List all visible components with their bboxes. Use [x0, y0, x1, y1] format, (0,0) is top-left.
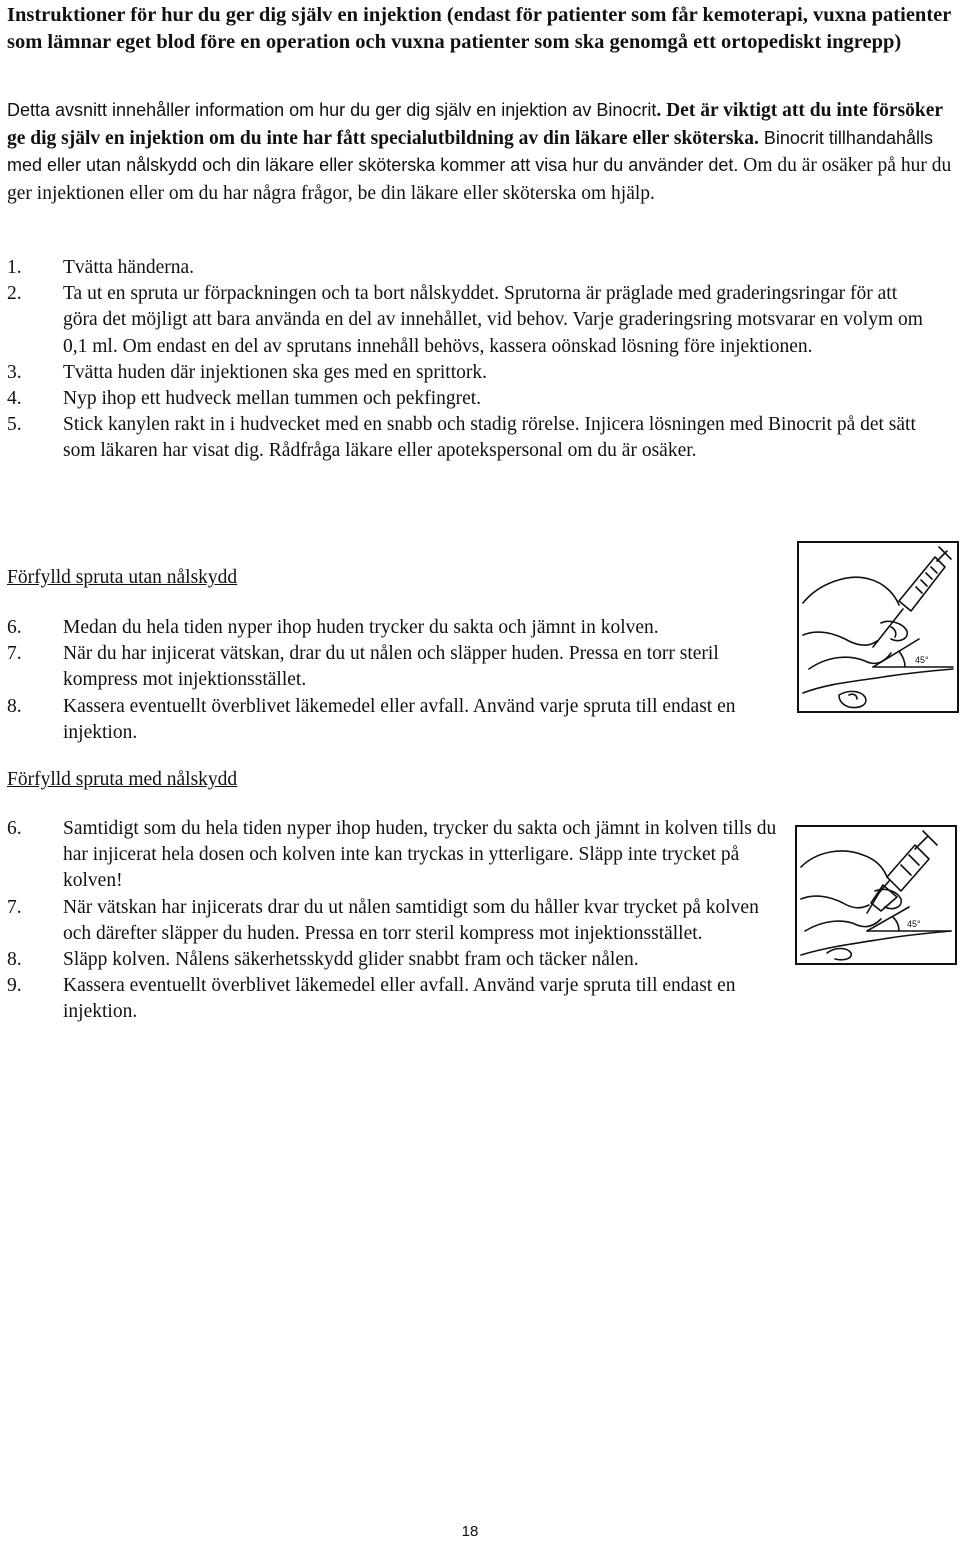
general-steps-list [7, 255, 927, 465]
injection-illustration-with-guard [795, 825, 957, 965]
section-title-without-guard: Förfylld spruta utan nålskydd [7, 567, 238, 588]
step-text: Släpp kolven. Nålens säkerhetsskydd glider snabbt fram och täcker nålen. [63, 949, 639, 971]
figure-angle-label: 45° [915, 655, 929, 665]
page-number: 18 [461, 1523, 479, 1540]
step-text: När du har injicerat vätskan, drar du ut nålen och släpper huden. Pressa en torr steril kompress mot injektionsstället. [63, 643, 719, 691]
list-item [7, 947, 787, 973]
page-heading: Instruktioner för hur du ger dig själv en injektion (endast för patienter som får kemoterapi, vuxna patienter som lämnar eget blod före en operation och vuxna patienter som ska genomgå ett ortopediskt ingrepp) [7, 4, 951, 53]
list-item [7, 694, 767, 746]
list-item [7, 973, 787, 1025]
step-text: Kassera eventuellt överblivet läkemedel eller avfall. Använd varje spruta till endast en injektion. [63, 975, 736, 1023]
step-number: 5. [7, 414, 22, 436]
step-number: 2. [7, 283, 22, 305]
intro-part1: Detta avsnitt innehåller information om hur du ger dig själv en injektion av Binocrit [7, 100, 657, 120]
step-number: 9. [7, 975, 22, 997]
step-number: 4. [7, 388, 22, 410]
step-text: Ta ut en spruta ur förpackningen och ta bort nålskyddet. Sprutorna är präglade med graderingsringar för att göra det möjligt att bara använda en del av innehållet, vid behov. Varje graderingsring motsvarar en volym om 0,1 ml. Om endast en del av sprutans innehåll behövs, kassera oönskad lösning före injektionen. [63, 283, 923, 357]
figure-angle-label: 45° [907, 919, 921, 929]
intro-part4: Om du är osäker på hur du ger injektionen eller om du har några frågor, be din läkare eller sköterska om hjälp. [7, 155, 952, 204]
step-number: 7. [7, 896, 22, 918]
step-text: Medan du hela tiden nyper ihop huden trycker du sakta och jämnt in kolven. [63, 617, 659, 638]
list-item [7, 360, 927, 386]
step-number: 8. [7, 949, 22, 971]
section-title-with-guard: Förfylld spruta med nålskydd [7, 769, 238, 790]
syringe-guard-pinch-icon [797, 827, 955, 963]
step-text: Nyp ihop ett hudveck mellan tummen och pekfingret. [63, 388, 482, 410]
list-item [7, 281, 927, 360]
step-number: 6. [7, 617, 22, 638]
step-text: Tvätta huden där injektionen ska ges med en sprittork. [63, 361, 488, 383]
list-item [7, 641, 767, 693]
step-number: 1. [7, 257, 22, 278]
with-guard-steps-list [7, 816, 787, 1026]
step-number: 3. [7, 361, 22, 383]
list-item [7, 816, 787, 895]
step-text: Samtidigt som du hela tiden nyper ihop huden, trycker du sakta och jämnt in kolven tills du har injicerat hela dosen och kolven inte kan tryckas in ytterligare. Släpp inte trycket på kolven! [63, 818, 777, 892]
step-text: Tvätta händerna. [63, 257, 195, 278]
injection-illustration-without-guard [797, 541, 959, 713]
list-item [7, 386, 927, 412]
step-number: 7. [7, 643, 22, 665]
step-number: 6. [7, 818, 22, 839]
step-text: När vätskan har injicerats drar du ut nålen samtidigt som du håller kvar trycket på kolven och därefter släpper du huden. Pressa en torr steril kompress mot injektionsstället. [63, 896, 759, 944]
syringe-pinch-icon [799, 543, 957, 711]
step-number: 8. [7, 695, 22, 717]
step-text: Stick kanylen rakt in i hudvecket med en snabb och stadig rörelse. Injicera lösningen med Binocrit på det sätt som läkaren har visat dig. Rådfråga läkare eller apotekspersonal om du är osäker. [63, 414, 916, 462]
list-item [7, 412, 927, 464]
intro-part3: Binocrit tillhandahålls med eller utan nålskydd och din läkare eller sköterska kommer att visa hur du använder det. [7, 127, 933, 176]
intro-warning: . Det är viktigt att du inte försöker ge dig själv en injektion om du inte har fått specialutbildning av din läkare eller sköterska. [7, 100, 943, 149]
step-text: Kassera eventuellt överblivet läkemedel eller avfall. Använd varje spruta till endast en injektion. [63, 695, 736, 743]
without-guard-steps-list [7, 615, 767, 746]
list-item [7, 615, 767, 641]
list-item [7, 255, 927, 281]
intro-paragraph [7, 97, 952, 207]
list-item [7, 895, 787, 947]
